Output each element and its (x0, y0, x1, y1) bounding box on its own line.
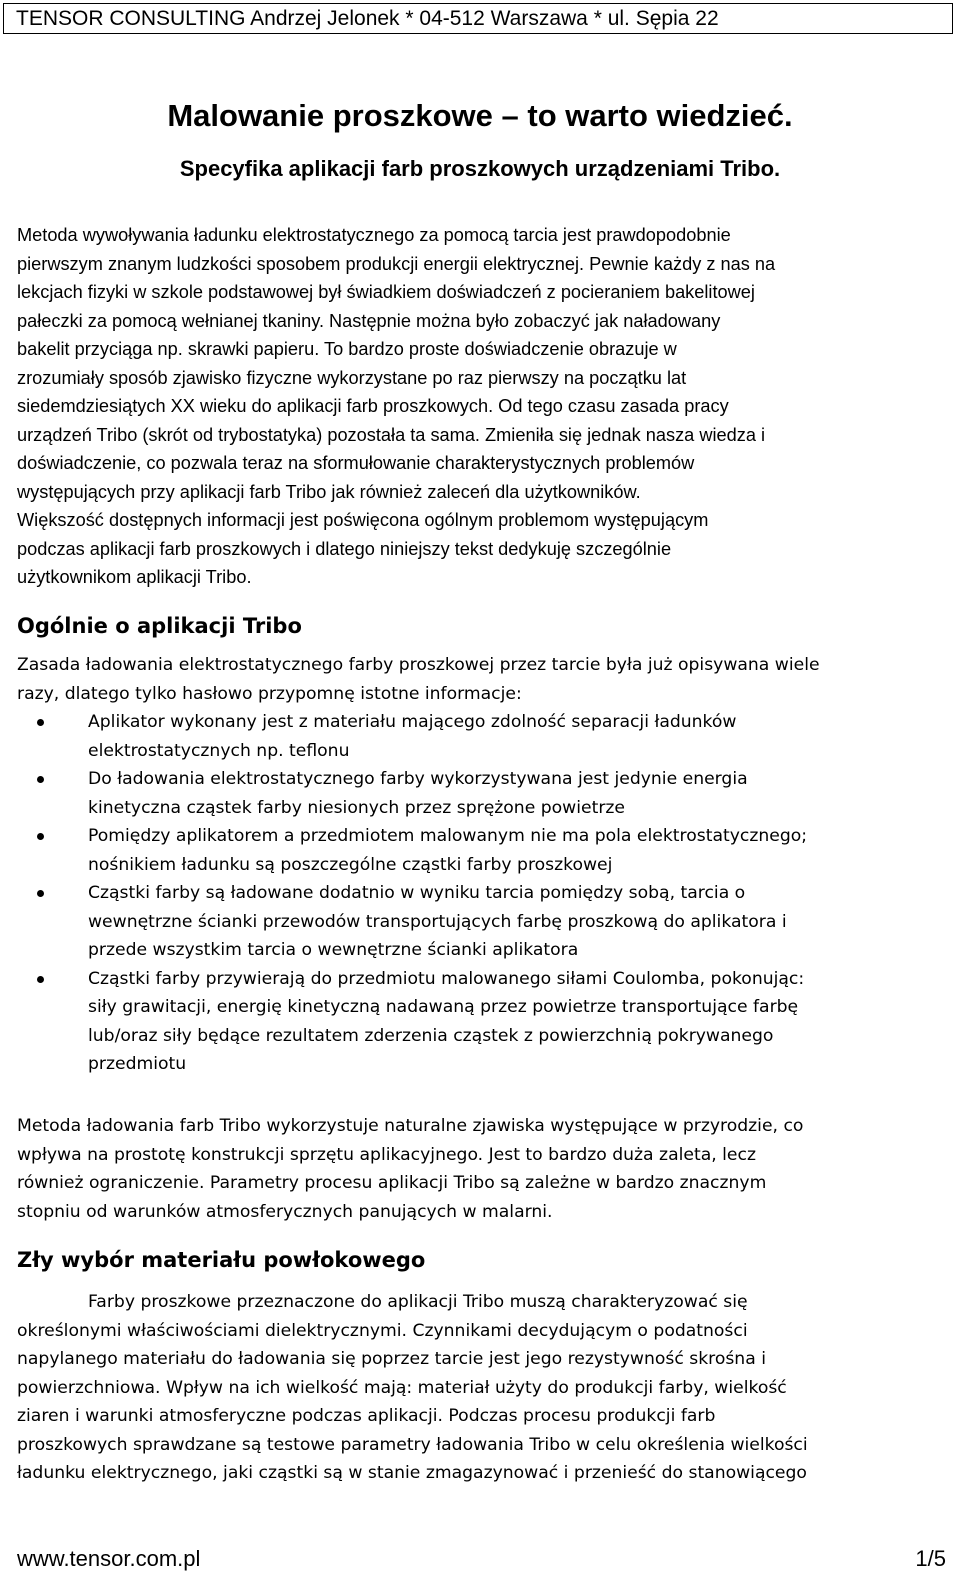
text-line: Zasada ładowania elektrostatycznego farby proszkowej przez tarcie była już opisywana wiele (17, 655, 820, 675)
text-line: kinetyczna cząstek farby niesionych przez sprężone powietrze (88, 797, 625, 818)
text-line: Metoda ładowania farb Tribo wykorzystuje naturalne zjawiska występujące w przyrodzie, co (17, 1116, 804, 1136)
footer-page-number: 1/5 (915, 1546, 946, 1571)
text-line: Cząstki farby są ładowane dodatnio w wyniku tarcia pomiędzy sobą, tarcia o (88, 883, 746, 903)
text-line: stopniu od warunków atmosferycznych panujących w malarni. (17, 1201, 553, 1222)
section2-paragraph (17, 1288, 947, 1488)
bullet-item (17, 822, 947, 879)
text-line: pałeczki za pomocą wełnianej tkaniny. Następnie można było zobaczyć jak naładowany (17, 310, 721, 331)
text-line: siedemdziesiątych XX wieku do aplikacji farb proszkowych. Od tego czasu zasada pracy (17, 396, 729, 416)
section1-intro-paragraph (17, 651, 947, 708)
text-line: Pomiędzy aplikatorem a przedmiotem malowanym nie ma pola elektrostatycznego; (88, 826, 808, 846)
text-line: Do ładowania elektrostatycznego farby wykorzystywana jest jedynie energia (88, 769, 748, 789)
text-line: lub/oraz siły będące rezultatem zderzenia cząstek z powierzchnią pokrywanego (88, 1025, 774, 1046)
text-line: doświadczenie, co pozwala teraz na sformułowanie charakterystycznych problemów (17, 453, 695, 473)
bullet-icon (37, 719, 44, 726)
text-line: Aplikator wykonany jest z materiału mającego zdolność separacji ładunków (88, 712, 737, 732)
text-line: nośnikiem ładunku są poszczególne cząstki farby proszkowej (88, 854, 613, 875)
text-line: wpływa na prostotę konstrukcji sprzętu aplikacyjnego. Jest to bardzo duża zaleta, lecz (17, 1144, 756, 1165)
text-line: razy, dlatego tylko hasłowo przypomnę istotne informacje: (17, 683, 522, 704)
text-line: użytkownikom aplikacji Tribo. (17, 567, 252, 587)
text-line: przedmiotu (88, 1054, 187, 1074)
text-line: występujących przy aplikacji farb Tribo jak również zaleceń dla użytkowników. (17, 481, 641, 502)
bullet-icon (37, 890, 44, 897)
text-line: przede wszystkim tarcia o wewnętrzne ścianki aplikatora (88, 940, 579, 960)
document-title: Malowanie proszkowe – to warto wiedzieć. (167, 98, 793, 133)
text-line: Farby proszkowe przeznaczone do aplikacji Tribo muszą charakteryzować się (88, 1292, 748, 1312)
text-line: napylanego materiału do ładowania się poprzez tarcie jest jego rezystywność skrośna i (17, 1349, 766, 1369)
bullet-item (17, 765, 947, 822)
text-line: ziaren i warunki atmosferyczne podczas aplikacji. Podczas procesu produkcji farb (17, 1406, 716, 1426)
section-heading-zly-wybor: Zły wybór materiału powłokowego (17, 1248, 426, 1272)
bullet-item (17, 708, 947, 765)
text-line: lekcjach fizyki w szkole podstawowej był świadkiem doświadczeń z pocieraniem bakelitowej (17, 282, 755, 302)
bullet-list (17, 708, 947, 1079)
section1-closing-paragraph (17, 1112, 947, 1226)
bullet-icon (37, 976, 44, 983)
text-line: proszkowych sprawdzane są testowe parametry ładowania Tribo w celu określenia wielkości (17, 1434, 808, 1455)
intro-paragraph (17, 221, 942, 592)
footer-website-link[interactable]: www.tensor.com.pl (17, 1546, 201, 1571)
text-line: bakelit przyciąga np. skrawki papieru. To bardzo proste doświadczenie obrazuje w (17, 339, 677, 359)
text-line: urządzeń Tribo (skrót od trybostatyka) pozostała ta sama. Zmieniła się jednak nasza wiedza i (17, 424, 766, 445)
letterhead-text: TENSOR CONSULTING Andrzej Jelonek * 04-512 Warszawa * ul. Sępia 22 (16, 7, 719, 30)
text-line: wewnętrzne ścianki przewodów transportujących farbę proszkową do aplikatora i (88, 911, 787, 932)
document-subtitle: Specyfika aplikacji farb proszkowych urządzeniami Tribo. (179, 156, 781, 181)
text-line: Większość dostępnych informacji jest poświęcona ogólnym problemom występującym (17, 510, 709, 530)
text-line: ładunku elektrycznego, jaki cząstki są w stanie zmagazynować i przenieść do stanowiącego (17, 1463, 807, 1483)
bullet-icon (37, 833, 44, 840)
bullet-item (17, 965, 947, 1079)
text-line: podczas aplikacji farb proszkowych i dlatego niniejszy tekst dedykuję szczególnie (17, 538, 672, 559)
text-line: siły grawitacji, energię kinetyczną nadawaną przez powietrze transportujące farbę (88, 997, 799, 1017)
text-line: pierwszym znanym ludzkości sposobem produkcji energii elektrycznej. Pewnie każdy z nas na (17, 253, 776, 274)
text-line: określonymi właściwościami dielektrycznymi. Czynnikami decydującym o podatności (17, 1320, 748, 1341)
bullet-item (17, 879, 947, 965)
text-line: Metoda wywoływania ładunku elektrostatycznego za pomocą tarcia jest prawdopodobnie (17, 225, 731, 245)
text-line: zrozumiały sposób zjawisko fizyczne wykorzystane po raz pierwszy na początku lat (17, 367, 687, 388)
bullet-icon (37, 776, 44, 783)
text-line: również ograniczenie. Parametry procesu aplikacji Tribo są zależne w bardzo znacznym (17, 1173, 767, 1193)
text-line: elektrostatycznych np. teflonu (88, 740, 350, 761)
section-heading-ogolnie: Ogólnie o aplikacji Tribo (17, 614, 302, 638)
letterhead (3, 3, 953, 34)
text-line: Cząstki farby przywierają do przedmiotu malowanego siłami Coulomba, pokonując: (88, 968, 805, 989)
text-line: powierzchniowa. Wpływ na ich wielkość mają: materiał użyty do produkcji farby, wielkość (17, 1377, 787, 1398)
